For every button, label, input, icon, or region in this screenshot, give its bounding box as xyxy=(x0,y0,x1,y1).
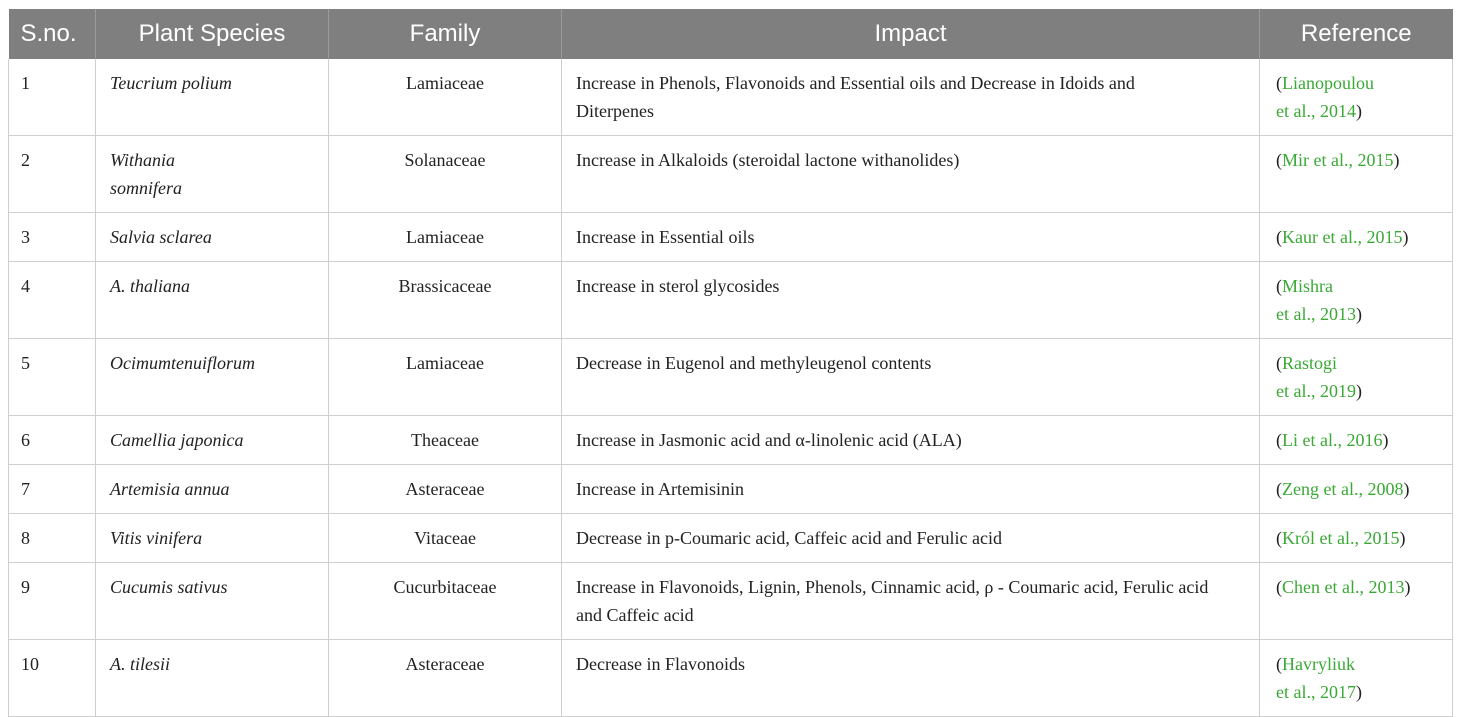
plant-impact-table xyxy=(8,9,1453,717)
cell-reference xyxy=(1260,465,1453,514)
paren: ) xyxy=(1402,227,1409,247)
reference-link[interactable]: Mir et al., 2015 xyxy=(1282,150,1394,170)
cell-family: Asteraceae xyxy=(329,465,562,514)
cell-plant-species: Artemisia annua xyxy=(96,465,329,514)
cell-reference xyxy=(1260,213,1453,262)
cell-plant-species: Cucumis sativus xyxy=(96,563,329,640)
cell-plant-species: Vitis vinifera xyxy=(96,514,329,563)
cell-sno: 1 xyxy=(9,59,96,136)
reference-link[interactable]: Chen et al., 2013 xyxy=(1282,577,1405,597)
cell-sno: 9 xyxy=(9,563,96,640)
cell-sno: 10 xyxy=(9,640,96,717)
reference-line-2[interactable]: et al., 2019 xyxy=(1276,381,1356,401)
reference-link[interactable]: Li et al., 2016 xyxy=(1282,430,1383,450)
table-row xyxy=(9,563,1453,640)
cell-sno: 6 xyxy=(9,416,96,465)
cell-impact: Increase in Artemisinin xyxy=(562,465,1260,514)
paren: ( xyxy=(1276,479,1282,499)
table-row xyxy=(9,640,1453,717)
reference-link[interactable] xyxy=(1276,654,1356,702)
paren: ) xyxy=(1355,381,1362,401)
table-row xyxy=(9,465,1453,514)
cell-impact: Increase in Jasmonic acid and α-linolenic acid (ALA) xyxy=(562,416,1260,465)
paren: ) xyxy=(1393,150,1400,170)
table-row xyxy=(9,59,1453,136)
cell-plant-species: Salvia sclarea xyxy=(96,213,329,262)
header-sno: S.no. xyxy=(9,9,96,59)
cell-sno: 3 xyxy=(9,213,96,262)
paren: ) xyxy=(1382,430,1389,450)
paren: ( xyxy=(1276,430,1282,450)
paren: ( xyxy=(1276,577,1282,597)
cell-plant-species: Teucrium polium xyxy=(96,59,329,136)
cell-plant-species: Ocimumtenuiflorum xyxy=(96,339,329,416)
reference-link[interactable] xyxy=(1276,353,1356,401)
cell-sno: 8 xyxy=(9,514,96,563)
cell-reference xyxy=(1260,136,1453,213)
paren: ) xyxy=(1355,304,1362,324)
cell-sno: 7 xyxy=(9,465,96,514)
table-row xyxy=(9,339,1453,416)
cell-reference xyxy=(1260,514,1453,563)
cell-family: Cucurbitaceae xyxy=(329,563,562,640)
cell-family: Brassicaceae xyxy=(329,262,562,339)
reference-line-2[interactable]: et al., 2013 xyxy=(1276,304,1356,324)
table-row xyxy=(9,514,1453,563)
reference-line-2[interactable]: et al., 2014 xyxy=(1276,101,1356,121)
cell-reference xyxy=(1260,339,1453,416)
cell-impact: Increase in Flavonoids, Lignin, Phenols, Cinnamic acid, ρ - Coumaric acid, Ferulic acid and Caffeic acid xyxy=(562,563,1260,640)
paren: ( xyxy=(1276,528,1282,548)
paren: ( xyxy=(1276,654,1282,674)
cell-reference xyxy=(1260,59,1453,136)
table-row xyxy=(9,136,1453,213)
cell-sno: 4 xyxy=(9,262,96,339)
table-row xyxy=(9,262,1453,339)
cell-impact: Increase in Essential oils xyxy=(562,213,1260,262)
cell-family: Solanaceae xyxy=(329,136,562,213)
cell-sno: 5 xyxy=(9,339,96,416)
cell-family: Lamiaceae xyxy=(329,339,562,416)
table-row xyxy=(9,213,1453,262)
paren: ( xyxy=(1276,353,1282,373)
cell-impact: Decrease in p-Coumaric acid, Caffeic acid and Ferulic acid xyxy=(562,514,1260,563)
cell-impact: Decrease in Eugenol and methyleugenol contents xyxy=(562,339,1260,416)
header-row xyxy=(9,9,1453,59)
cell-impact: Increase in Phenols, Flavonoids and Essential oils and Decrease in Idoids and Diterpenes xyxy=(562,59,1260,136)
header-reference: Reference xyxy=(1260,9,1453,59)
cell-family: Asteraceae xyxy=(329,640,562,717)
cell-plant-species: Withania somnifera xyxy=(96,136,329,213)
reference-line-1[interactable]: Rastogi xyxy=(1282,353,1338,373)
reference-link[interactable]: Kaur et al., 2015 xyxy=(1282,227,1403,247)
paren: ) xyxy=(1355,101,1362,121)
cell-impact: Increase in sterol glycosides xyxy=(562,262,1260,339)
cell-sno: 2 xyxy=(9,136,96,213)
reference-line-2[interactable]: et al., 2017 xyxy=(1276,682,1356,702)
cell-reference xyxy=(1260,262,1453,339)
reference-link[interactable]: Król et al., 2015 xyxy=(1282,528,1400,548)
cell-family: Lamiaceae xyxy=(329,213,562,262)
paren: ( xyxy=(1276,73,1282,93)
cell-family: Theaceae xyxy=(329,416,562,465)
cell-plant-species: A. thaliana xyxy=(96,262,329,339)
cell-family: Lamiaceae xyxy=(329,59,562,136)
cell-impact: Decrease in Flavonoids xyxy=(562,640,1260,717)
cell-reference xyxy=(1260,640,1453,717)
reference-line-1[interactable]: Lianopoulou xyxy=(1282,73,1374,93)
header-plant-species: Plant Species xyxy=(96,9,329,59)
paren: ( xyxy=(1276,150,1282,170)
table-row xyxy=(9,416,1453,465)
cell-family: Vitaceae xyxy=(329,514,562,563)
paren: ) xyxy=(1399,528,1406,548)
reference-line-1[interactable]: Mishra xyxy=(1282,276,1333,296)
cell-plant-species: Camellia japonica xyxy=(96,416,329,465)
cell-impact: Increase in Alkaloids (steroidal lactone withanolides) xyxy=(562,136,1260,213)
cell-plant-species: A. tilesii xyxy=(96,640,329,717)
cell-reference xyxy=(1260,416,1453,465)
header-impact: Impact xyxy=(562,9,1260,59)
paren: ) xyxy=(1355,682,1362,702)
cell-reference xyxy=(1260,563,1453,640)
paren: ( xyxy=(1276,227,1282,247)
reference-link[interactable] xyxy=(1276,276,1356,324)
reference-link[interactable]: Zeng et al., 2008 xyxy=(1282,479,1404,499)
header-family: Family xyxy=(329,9,562,59)
paren: ) xyxy=(1403,479,1410,499)
paren: ( xyxy=(1276,276,1282,296)
paren: ) xyxy=(1404,577,1411,597)
reference-line-1[interactable]: Havryliuk xyxy=(1282,654,1355,674)
